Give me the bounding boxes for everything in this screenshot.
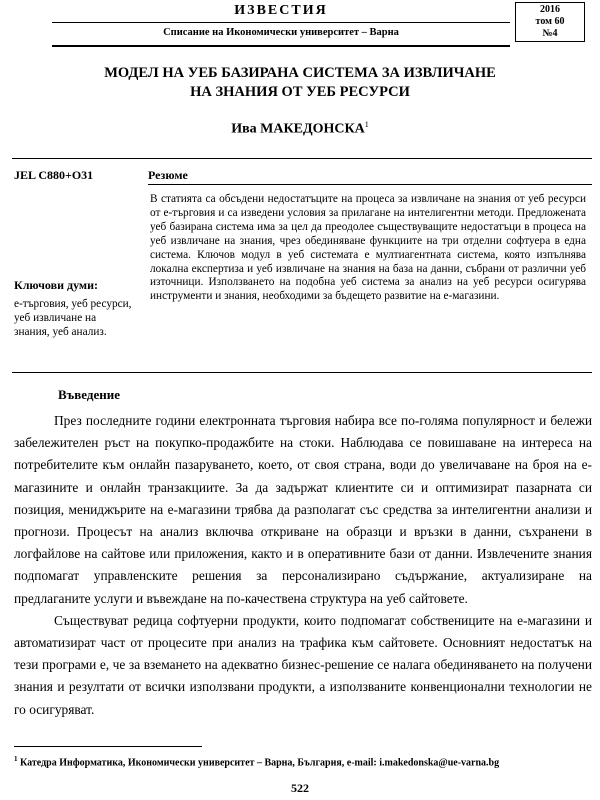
body-paragraph-1: През последните години електронната търговия набира все по-голяма популярност и бележи забележителен ръст на покупко-продажбите на стоки. Наблюдава се повишаване на интереса на потребителите към онлайн пазаруването, което, от своя страна, води до увеличаване на броя на е-магазините и онлайн транзакциите. За да задържат клиентите си и оптимизират пазарната си позиция, мениджърите на е-магазини трябва да разполагат със средства за интелигентни анализи и прогнози. Процесът на анализ включва откриване на образци и връзки в данни, съхранени в логфайлове на сайтове или приложения, както и в оперативните бази от данни. Извлечените знания подпомагат управленските решения за персонализирано съдържание, актуализиране на предлаганите услуги и въвеждане на по-качествена структура на уеб сайтовете. bbox=[14, 413, 592, 606]
issue-volume: том 60 bbox=[535, 16, 565, 27]
journal-name: ИЗВЕСТИЯ bbox=[234, 3, 328, 18]
footnote-mark: 1 bbox=[14, 755, 18, 763]
issue-info-box bbox=[515, 2, 585, 42]
footnote-rule bbox=[14, 746, 202, 747]
abstract-text: В статията са обсъдени недостатъците на процеса за извличане на знания от уеб ресурси от е-търговия и са изведени условия за прилагане на интелигентни методи. Предложената уеб базирана система има за цел да преодолее съществуващите недостатъци в процеса на уеб извличане на знания, чрез обединяване функциите на три отделни софтуера в една система. Ключов модул в уеб системата е мултиагентната система, която изпълнява локална експертиза и уеб извличане на знания на база на данни, събрани от различни уеб източници. Използването на подобна уеб система за анализ на уеб ресурси осигурява инструменти и знания, необходими за бъдещето развитие на е-магазини. bbox=[150, 193, 586, 303]
issue-year: 2016 bbox=[540, 4, 560, 15]
abstract-bottom-rule bbox=[12, 372, 592, 373]
footnote bbox=[14, 753, 592, 769]
jel-code: JEL C880+O31 bbox=[14, 168, 94, 182]
page-number: 522 bbox=[291, 781, 309, 795]
keywords-heading: Ключови думи: bbox=[14, 278, 99, 292]
article-title-line-2: НА ЗНАНИЯ ОТ УЕБ РЕСУРСИ bbox=[190, 84, 410, 100]
author-name: Ива МАКЕДОНСКА bbox=[231, 121, 365, 137]
header-divider bbox=[52, 22, 510, 23]
abstract-heading: Резюме bbox=[148, 168, 188, 182]
article-title-line-1: МОДЕЛ НА УЕБ БАЗИРАНА СИСТЕМА ЗА ИЗВЛИЧАНЕ bbox=[104, 65, 496, 81]
author-footnote-mark: 1 bbox=[364, 120, 369, 129]
body-text bbox=[14, 410, 592, 721]
body-paragraph-2: Съществуват редица софтуерни продукти, които подпомагат собствениците на е-магазини и автоматизират част от процесите при анализ на трафика към сайтовете. Основният недостатък на тези програми е, че за вземането на адекватно бизнес-решение се налага обединяването на получени знания и резултати от всички използвани продукти, а използваните конвенционални технологии не го осигуряват. bbox=[14, 612, 592, 717]
abstract-top-rule bbox=[12, 158, 592, 159]
issue-number: №4 bbox=[542, 28, 558, 39]
section-heading-introduction: Въведение bbox=[58, 387, 120, 402]
article-title bbox=[40, 64, 560, 102]
article-author bbox=[40, 120, 560, 138]
keywords-text: е-търговия, уеб ресурси, уеб извличане на знания, уеб анализ. bbox=[14, 298, 132, 339]
header-bottom-rule bbox=[52, 45, 510, 47]
footnote-text: Катедра Информатика, Икономически университет – Варна, България, e-mail: i.makedonska@ue-varna.bg bbox=[20, 757, 500, 769]
abstract-heading-rule bbox=[148, 184, 592, 185]
journal-subtitle: Списание на Икономически университет – Варна bbox=[163, 27, 399, 38]
